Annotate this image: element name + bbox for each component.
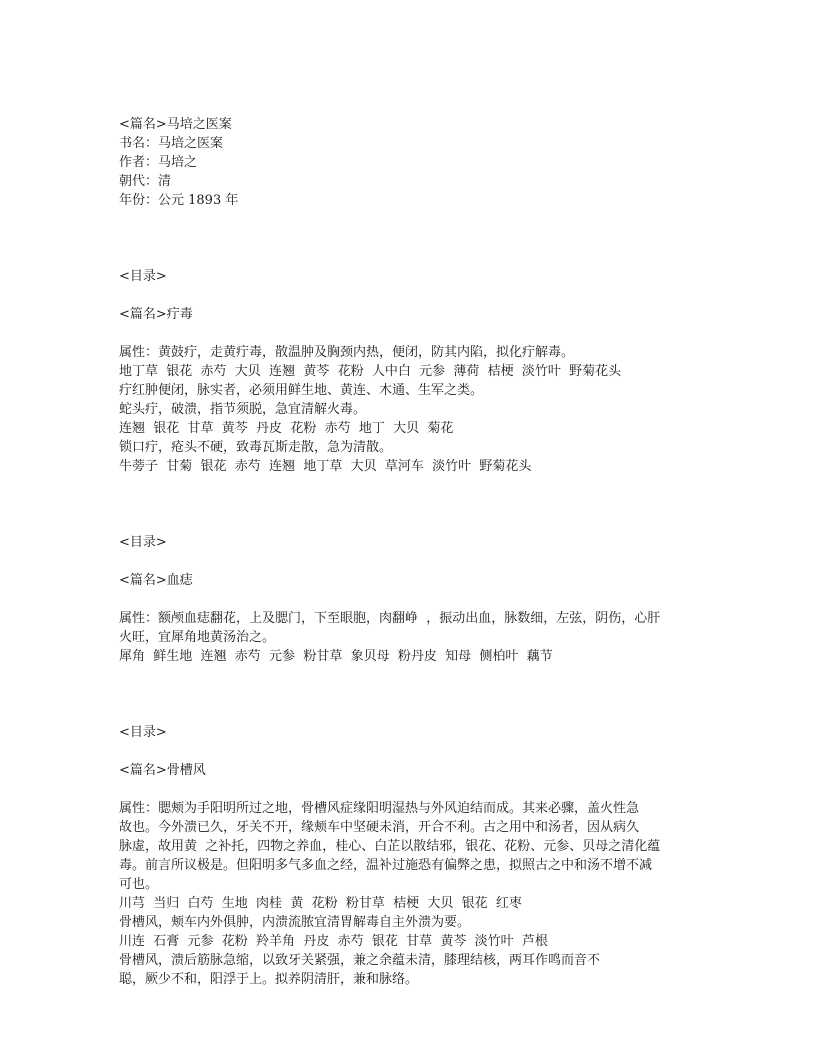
document-page: [119, 115, 709, 989]
section-title: <篇名>血痣: [119, 573, 193, 588]
prescription-line: 川连 石膏 元参 花粉 羚羊角 丹皮 赤芍 银花 甘草 黄芩 淡竹叶 芦根: [119, 934, 548, 949]
dynasty: 朝代：清: [119, 174, 172, 189]
year: 年份：公元 1893 年: [119, 193, 239, 208]
book-header: [119, 115, 709, 210]
toc-link[interactable]: <目录>: [119, 535, 167, 550]
author: 作者：马培之: [119, 155, 198, 170]
spacer: [119, 476, 709, 533]
spacer: [119, 742, 709, 761]
section-text-line: 可也。: [119, 877, 159, 892]
section-title: <篇名>疔毒: [119, 307, 193, 322]
prescription-line: 川芎 当归 白芍 生地 肉桂 黄 花粉 粉甘草 桔梗 大贝 银花 红枣: [119, 896, 522, 911]
spacer: [119, 286, 709, 305]
chapter-title: <篇名>马培之医案: [119, 117, 232, 132]
spacer: [119, 324, 709, 343]
section-xuezhi: [119, 533, 709, 666]
spacer: [119, 666, 709, 723]
prescription-line: 连翘 银花 甘草 黄芩 丹皮 花粉 赤芍 地丁 大贝 菊花: [119, 421, 454, 436]
spacer: [119, 210, 709, 267]
section-text-line: 属性：腮颊为手阳明所过之地，骨槽风症缘阳明湿热与外风迫结而成。其来必骤，盖火性急: [119, 801, 640, 816]
spacer: [119, 552, 709, 571]
section-dingdu: [119, 267, 709, 476]
spacer: [119, 780, 709, 799]
section-text-line: 骨槽风，颊车内外俱肿，内溃流脓宜清胃解毒自主外溃为要。: [119, 915, 471, 930]
section-text-line: 聪，厥少不和，阳浮于上。拟养阴清肝，兼和脉络。: [119, 972, 419, 987]
section-text-line: 故也。今外溃已久，牙关不开，缘颊车中坚硬未消，开合不利。古之用中和汤者，因从病久: [119, 820, 640, 835]
section-text-line: 骨槽风，溃后筋脉急缩，以致牙关紧强，兼之余蕴未清，膝理结核，两耳作鸣而音不: [119, 953, 601, 968]
section-text-line: 蛇头疔，破溃，指节须脱，急宜清解火毒。: [119, 402, 367, 417]
section-text-line: 疔红肿便闭，脉实者，必须用鲜生地、黄连、木通、生军之类。: [119, 383, 484, 398]
prescription-line: 地丁草 银花 赤芍 大贝 连翘 黄芩 花粉 人中白 元参 薄荷 桔梗 淡竹叶 野菊花头: [119, 364, 622, 379]
toc-link[interactable]: <目录>: [119, 725, 167, 740]
section-text-line: 火旺，宜犀角地黄汤治之。: [119, 630, 276, 645]
section-title: <篇名>骨槽风: [119, 763, 206, 778]
section-text-line: 属性：黄鼓疔，走黄疔毒，散温肿及胸颈内热，便闭，防其内陷，拟化疔解毒。: [119, 345, 575, 360]
prescription-line: 犀角 鲜生地 连翘 赤芍 元参 粉甘草 象贝母 粉丹皮 知母 侧柏叶 藕节: [119, 649, 553, 664]
book-name: 书名：马培之医案: [119, 136, 224, 151]
toc-link[interactable]: <目录>: [119, 269, 167, 284]
section-text-line: 毒。前言所议极是。但阳明多气多血之经，温补过施恐有偏弊之患，拟照古之中和汤不增不减: [119, 858, 653, 873]
spacer: [119, 590, 709, 609]
section-text-line: 属性：额颅血痣翻花，上及腮门，下至眼胞，肉翻峥 ，振动出血，脉数细，左弦，阴伤，心肝: [119, 611, 661, 626]
section-text-line: 锁口疔，疮头不硬，致毒瓦斯走散，急为清散。: [119, 440, 393, 455]
section-text-line: 脉虚，故用黄 之补托，四物之养血，桂心、白芷以散结邪，银花、花粉、元参、贝母之清化蕴: [119, 839, 661, 854]
prescription-line: 牛蒡子 甘菊 银花 赤芍 连翘 地丁草 大贝 草河车 淡竹叶 野菊花头: [119, 459, 532, 474]
section-gucaofeng: [119, 723, 709, 989]
